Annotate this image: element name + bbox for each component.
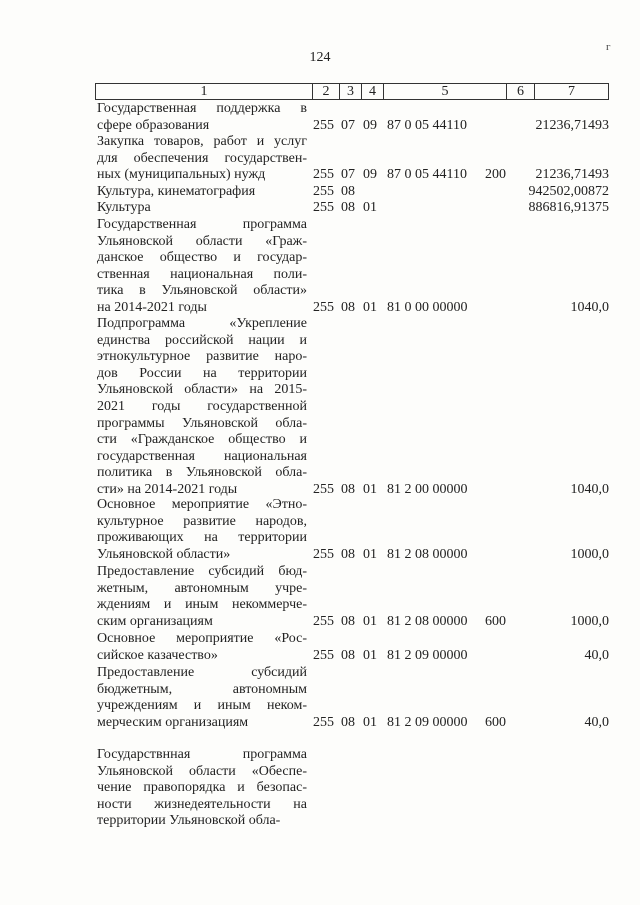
row-name bbox=[97, 184, 307, 201]
row-name-line: ждениям и иным некоммерче- bbox=[97, 597, 307, 613]
row-name-line: тика в Ульяновской области» bbox=[97, 283, 307, 299]
row-name-line: Государственная поддержка в bbox=[97, 101, 307, 116]
row-csr: 81 2 08 00000 bbox=[387, 613, 468, 629]
row-vr: 200 bbox=[485, 167, 506, 183]
row-pr: 01 bbox=[363, 613, 377, 629]
row-name-line: Государствнная программа bbox=[97, 747, 307, 762]
row-name-line: чение правопорядка и безопас- bbox=[97, 780, 307, 796]
row-sum: 942502,00872 bbox=[528, 184, 609, 199]
row-sum: 40,0 bbox=[584, 714, 609, 730]
row-rz: 08 bbox=[341, 546, 355, 562]
row-sum: 1000,0 bbox=[570, 613, 609, 629]
row-pr: 01 bbox=[363, 482, 377, 497]
row-name-line: Ульяновской области «Граж- bbox=[97, 233, 307, 249]
row-rz: 07 bbox=[341, 117, 355, 133]
row-csr: 81 2 09 00000 bbox=[387, 714, 468, 730]
row-grbs: 255 bbox=[313, 300, 334, 315]
row-name-line: Культура, кинематография bbox=[97, 184, 256, 199]
row-vr: 600 bbox=[485, 714, 506, 730]
row-name-line: территории Ульяновской обла- bbox=[97, 813, 281, 829]
row-name bbox=[97, 217, 307, 317]
row-name-line: проживающих на территории bbox=[97, 530, 307, 546]
row-pr: 01 bbox=[363, 714, 377, 730]
header-col-5: 5 bbox=[384, 84, 507, 99]
table-header bbox=[95, 83, 609, 100]
row-name-line: Государственная программа bbox=[97, 217, 307, 232]
header-col-3: 3 bbox=[340, 84, 362, 99]
row-sum: 1000,0 bbox=[570, 546, 609, 562]
row-name-line: мерческим организациям bbox=[97, 714, 249, 730]
row-name-line: Основное мероприятие «Этно- bbox=[97, 497, 307, 512]
row-grbs: 255 bbox=[313, 647, 334, 663]
row-pr: 09 bbox=[363, 167, 377, 183]
row-name-line: учреждениям и иным неком- bbox=[97, 698, 307, 714]
row-name-line: политика в Ульяновской обла- bbox=[97, 465, 307, 481]
row-pr: 09 bbox=[363, 117, 377, 133]
row-csr: 81 2 09 00000 bbox=[387, 647, 468, 663]
row-grbs: 255 bbox=[313, 613, 334, 629]
row-pr: 01 bbox=[363, 300, 377, 315]
row-grbs: 255 bbox=[313, 184, 334, 199]
row-name bbox=[97, 747, 307, 830]
row-csr: 81 2 08 00000 bbox=[387, 546, 468, 562]
row-name-line: Предоставление субсидий bbox=[97, 665, 307, 680]
row-name-line: культурное развитие народов, bbox=[97, 513, 307, 529]
row-grbs: 255 bbox=[313, 546, 334, 562]
header-col-2: 2 bbox=[313, 84, 340, 99]
row-grbs: 255 bbox=[313, 117, 334, 133]
row-name-line: сфере образования bbox=[97, 117, 210, 133]
page-number: 124 bbox=[309, 50, 331, 65]
row-name bbox=[97, 564, 307, 630]
row-rz: 07 bbox=[341, 167, 355, 183]
row-name bbox=[97, 631, 307, 664]
row-rz: 08 bbox=[341, 200, 355, 215]
row-grbs: 255 bbox=[313, 714, 334, 730]
row-name-line: Ульяновской области» bbox=[97, 546, 231, 562]
row-rz: 08 bbox=[341, 714, 355, 730]
row-pr: 01 bbox=[363, 647, 377, 663]
row-sum: 1040,0 bbox=[570, 300, 609, 315]
row-name-line: сийское казачество» bbox=[97, 647, 218, 663]
row-rz: 08 bbox=[341, 300, 355, 315]
row-name-line: Ульяновской области» на 2015- bbox=[97, 382, 307, 398]
row-name-line: для обеспечения государствен- bbox=[97, 150, 307, 166]
row-name-line: программы Ульяновской обла- bbox=[97, 415, 307, 431]
row-name-line: 2021 годы государственной bbox=[97, 398, 307, 414]
row-name-line: жетным, автономным учре- bbox=[97, 580, 307, 596]
row-name-line: Закупка товаров, работ и услуг bbox=[97, 134, 307, 149]
row-name-line: ственная национальная поли- bbox=[97, 266, 307, 282]
row-sum: 1040,0 bbox=[570, 482, 609, 497]
row-vr: 600 bbox=[485, 613, 506, 629]
row-grbs: 255 bbox=[313, 482, 334, 497]
row-rz: 08 bbox=[341, 613, 355, 629]
corner-mark: г bbox=[606, 41, 611, 53]
row-name-line: Подпрограмма «Укрепление bbox=[97, 316, 307, 331]
row-sum: 886816,91375 bbox=[528, 200, 609, 215]
header-col-1: 1 bbox=[96, 84, 313, 99]
row-csr: 87 0 05 44110 bbox=[387, 117, 467, 133]
row-name bbox=[97, 665, 307, 731]
row-name-line: Культура bbox=[97, 200, 151, 215]
row-rz: 08 bbox=[341, 184, 355, 199]
row-name-line: данское общество и государ- bbox=[97, 250, 307, 266]
row-pr: 01 bbox=[363, 546, 377, 562]
header-col-7: 7 bbox=[568, 84, 575, 99]
row-name-line: ским организациям bbox=[97, 613, 213, 629]
row-grbs: 255 bbox=[313, 200, 334, 215]
row-name-line: бюджетным, автономным bbox=[97, 681, 307, 697]
row-name-line: государственная национальная bbox=[97, 448, 307, 464]
row-name-line: сти «Гражданское общество и bbox=[97, 432, 307, 448]
row-rz: 08 bbox=[341, 482, 355, 497]
row-csr: 81 2 00 00000 bbox=[387, 482, 468, 497]
row-name-line: дов России на территории bbox=[97, 365, 307, 381]
row-name-line: ных (муниципальных) нужд bbox=[97, 167, 266, 183]
row-csr: 87 0 05 44110 bbox=[387, 167, 467, 183]
row-sum: 21236,71493 bbox=[535, 117, 609, 133]
header-col-6: 6 bbox=[507, 84, 535, 99]
row-grbs: 255 bbox=[313, 167, 334, 183]
row-name bbox=[97, 134, 307, 184]
row-name-line: единства российской нации и bbox=[97, 332, 307, 348]
row-name bbox=[97, 101, 307, 134]
row-name-line: на 2014-2021 годы bbox=[97, 299, 207, 315]
row-name bbox=[97, 497, 307, 563]
row-sum: 40,0 bbox=[584, 647, 609, 663]
row-name-line: ности жизнедеятельности на bbox=[97, 796, 307, 812]
row-rz: 08 bbox=[341, 647, 355, 663]
row-sum: 21236,71493 bbox=[535, 167, 609, 183]
row-csr: 81 0 00 00000 bbox=[387, 300, 468, 315]
row-name-line: сти» на 2014-2021 годы bbox=[97, 481, 238, 497]
row-name-line: Предоставление субсидий бюд- bbox=[97, 564, 307, 579]
row-name bbox=[97, 200, 307, 217]
row-pr: 01 bbox=[363, 200, 377, 215]
row-name-line: Основное мероприятие «Рос- bbox=[97, 631, 307, 646]
row-name-line: Ульяновской области «Обеспе- bbox=[97, 763, 307, 779]
row-name bbox=[97, 316, 307, 499]
header-col-4: 4 bbox=[362, 84, 384, 99]
row-name-line: этнокультурное развитие наро- bbox=[97, 349, 307, 365]
